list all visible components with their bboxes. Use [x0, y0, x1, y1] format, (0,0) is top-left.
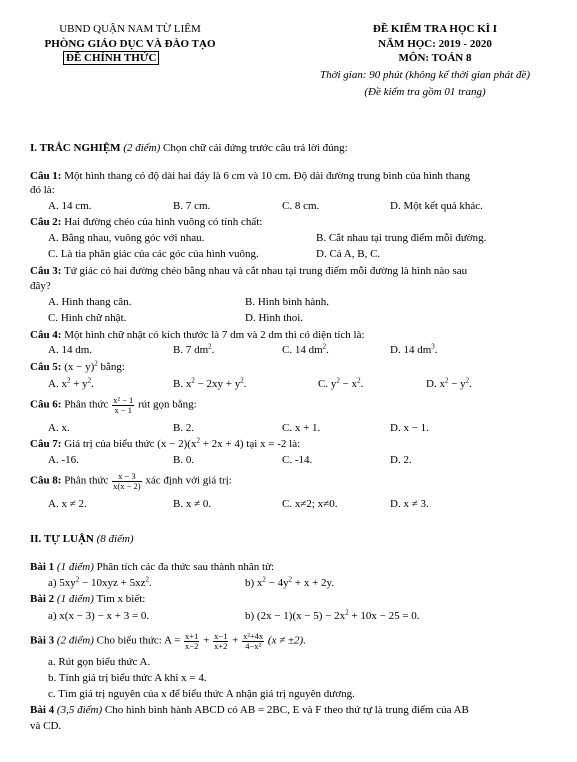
q7-option-a: A. -16. — [48, 454, 79, 466]
problem-2: Bài 2 (1 điểm) Tìm x biết: — [30, 593, 146, 605]
page-count: (Đề kiểm tra gồm 01 trang) — [364, 86, 486, 98]
problem-1: Bài 1 (1 điểm) Phân tích các đa thức sau thành nhân tử: — [30, 561, 275, 573]
question-1: Câu 1: Một hình thang có độ dài hai đáy là 6 cm và 10 cm. Độ dài đường trung bình của hình thang — [30, 170, 471, 182]
q6-option-a: A. x. — [48, 422, 70, 434]
q7-option-d: D. 2. — [390, 454, 412, 466]
q8-fraction: $\frac{x - 3}{x(x - 2)}$ — [113, 471, 141, 491]
problem-4: Bài 4 (3,5 điểm) Cho hình bình hành ABCD có AB = 2BC, E và F theo thứ tự là trung điểm của AB — [30, 704, 469, 716]
q5-option-b: B. $x^2 - 2xy + y^2$. — [173, 376, 247, 390]
problem-2-b: b) $(2x - 1)(x - 5) - 2x^2 + 10x - 25 = 0$. — [245, 608, 420, 622]
question-8: Câu 8: Phân thức $\frac{x - 3}{x(x - 2)}$ xác định với giá trị: — [30, 471, 232, 491]
q8-option-a: A. x ≠ 2. — [48, 498, 87, 510]
q2-option-b: B. Cắt nhau tại trung điểm mỗi đường. — [316, 232, 487, 244]
problem-2-a: a) x(x − 3) − x + 3 = 0. — [48, 610, 150, 622]
b3-fraction-3: $\frac{\text{x²+4x}}{\text{4−x²}}$ — [243, 631, 264, 651]
question-3: Câu 3: Tứ giác có hai đường chéo bằng nhau và cắt nhau tại trung điểm mỗi đường là hình nào sau — [30, 265, 468, 277]
q6-option-b: B. 2. — [173, 422, 195, 434]
q2-option-c: C. Là tia phân giác của các góc của hình vuông. — [48, 248, 259, 260]
q5-option-a: A. $x^2 + y^2$. — [48, 376, 94, 390]
b3-fraction-2: $\frac{x-1}{x+2}$ — [214, 631, 228, 651]
q1-option-d: D. Một kết quả khác. — [390, 200, 483, 212]
exam-time: Thời gian: 90 phút (không kể thời gian phát đề) — [319, 69, 531, 81]
official-exam-stamp: ĐỀ CHÍNH THỨC — [63, 53, 159, 64]
q5-option-d: D. $x^2 - y^2$. — [426, 376, 472, 390]
q6-option-d: D. x − 1. — [390, 422, 429, 434]
q1-option-a: A. 14 cm. — [48, 200, 92, 212]
q1-option-c: C. 8 cm. — [282, 200, 320, 212]
part2-heading: II. TỰ LUẬN (8 điểm) — [30, 533, 134, 545]
q7-option-b: B. 0. — [173, 454, 195, 466]
problem-3-a: a. Rút gọn biểu thức A. — [48, 656, 151, 668]
q6-option-c: C. x + 1. — [282, 422, 321, 434]
question-6: Câu 6: Phân thức $\frac{\text{x² − 1}}{x - 1}$ rút gọn bằng: — [30, 395, 197, 415]
part1-heading: I. TRẮC NGHIỆM (2 điểm) Chọn chữ cái đứng trước câu trả lời đúng: — [30, 142, 348, 154]
question-4: Câu 4: Một hình chữ nhật có kích thước là 7 dm và 2 dm thì có diện tích là: — [30, 329, 365, 341]
problem-3-c: c. Tìm giá trị nguyên của x để biểu thức A nhận giá trị nguyên dương. — [48, 688, 355, 700]
q1-option-b: B. 7 cm. — [173, 200, 211, 212]
header-left-line2: PHÒNG GIÁO DỤC VÀ ĐÀO TẠO — [44, 38, 216, 50]
q2-option-d: D. Cả A, B, C. — [316, 248, 381, 260]
question-5: Câu 5: $(x - y)^2$ bằng: — [30, 359, 125, 373]
header-right-line3: MÔN: TOÁN 8 — [398, 52, 472, 64]
q4-option-a: A. 14 dm. — [48, 344, 92, 356]
q4-option-b: B. 7 $dm^2$. — [173, 342, 215, 356]
question-1-cont: đó là: — [30, 184, 55, 196]
q8-option-d: D. x ≠ 3. — [390, 498, 429, 510]
q7-option-c: C. -14. — [282, 454, 313, 466]
q5-option-c: C. $y^2 - x^2$. — [318, 376, 364, 390]
q8-option-c: C. x≠2; x≠0. — [282, 498, 338, 510]
q3-option-d: D. Hình thoi. — [245, 312, 304, 324]
q8-option-b: B. x ≠ 0. — [173, 498, 212, 510]
header-right-line1: ĐỀ KIỂM TRA HỌC KÌ I — [372, 23, 498, 35]
q2-option-a: A. Bằng nhau, vuông góc với nhau. — [48, 232, 205, 244]
question-7: Câu 7: Giá trị của biểu thức $(x - 2)(x^2 + 2x + 4)$ tại x = -2 là: — [30, 436, 301, 450]
problem-3: Bài 3 (2 điểm) Cho biểu thức: A = $\frac{x+1}{x-2}$ + $\frac{x-1}{x+2}$ + $\frac{\text{x²+4x}}{\text{4−x²}}$ (x ≠ ±2). — [30, 631, 306, 651]
problem-3-b: b. Tính giá trị biểu thức A khi x = 4. — [48, 672, 207, 684]
q3-option-a: A. Hình thang cân. — [48, 296, 132, 308]
question-3-cont: đây? — [30, 280, 51, 292]
header-left-line1: UBND QUẬN NAM TỪ LIÊM — [59, 23, 201, 35]
problem-1-b: b) $x^2 - 4y^2 + x + 2y$. — [245, 575, 335, 589]
q3-option-c: C. Hình chữ nhật. — [48, 312, 127, 324]
problem-1-a: a) $5xy^2 - 10xyz + 5xz^2$. — [48, 575, 152, 589]
question-2: Câu 2: Hai đường chéo của hình vuông có tính chất: — [30, 216, 263, 228]
b3-fraction-1: $\frac{x+1}{x-2}$ — [185, 631, 199, 651]
q4-option-d: D. 14 $dm^3$. — [390, 342, 438, 356]
header-right-line2: NĂM HỌC: 2019 - 2020 — [378, 38, 492, 50]
q6-fraction: $\frac{\text{x² − 1}}{x - 1}$ — [113, 395, 134, 415]
q4-option-c: C. 14 $dm^2$. — [282, 342, 329, 356]
problem-4-cont: và CD. — [30, 720, 62, 732]
q3-option-b: B. Hình bình hành. — [245, 296, 330, 308]
